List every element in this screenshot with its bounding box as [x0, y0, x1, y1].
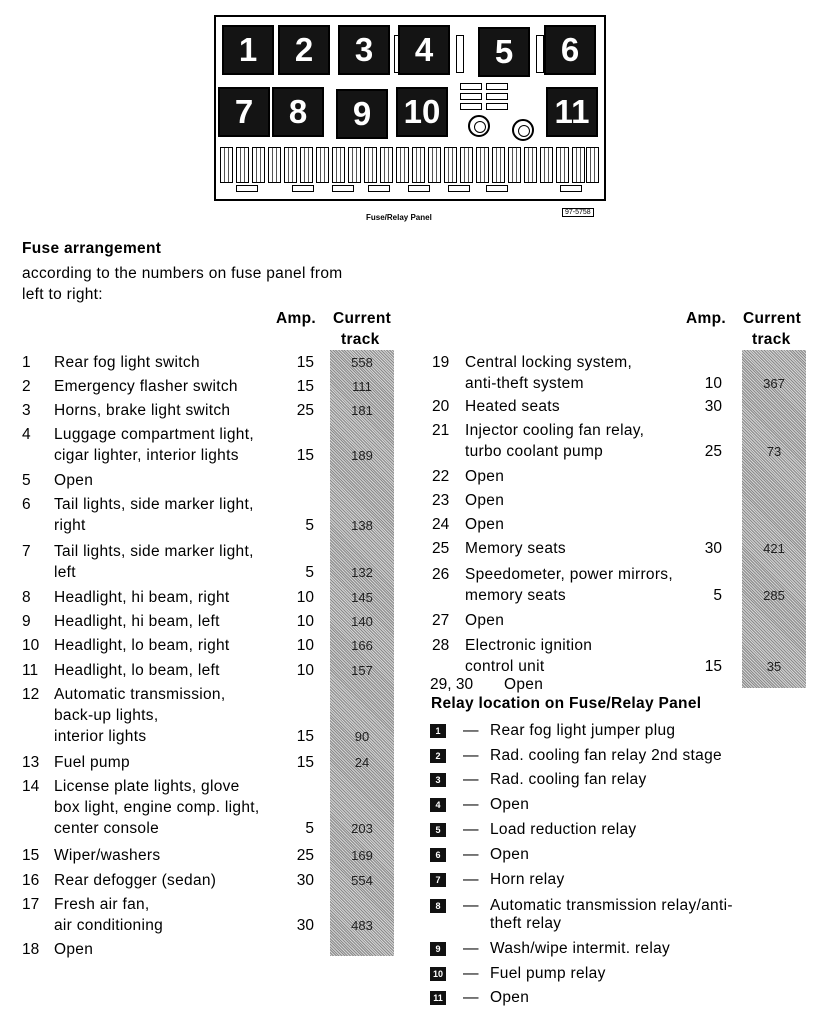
bolt-icon [468, 115, 490, 137]
fuse-description: Automatic transmission, [54, 686, 226, 703]
fuse-number: 24 [432, 516, 450, 533]
relay-9: 9 [336, 89, 388, 139]
fuse-current-track: 285 [763, 588, 785, 603]
fuse-description: Open [465, 516, 505, 533]
track-header-2: track [341, 331, 380, 348]
relay-2: 2 [278, 25, 330, 75]
track-column-shade-right [742, 350, 806, 688]
amp-header-right: Amp. [686, 310, 726, 327]
track-header-right: Current [743, 310, 802, 327]
fuse-description: Open [54, 941, 94, 958]
track-header-right-2: track [752, 331, 791, 348]
dash: — [463, 796, 479, 813]
fuse-relay-panel-diagram [214, 15, 606, 201]
fuse-description: memory seats [465, 587, 566, 604]
fuse-description: center console [54, 820, 160, 837]
fuse-current-track: 138 [351, 518, 373, 533]
fuse-current-track: 189 [351, 448, 373, 463]
fuse-amperage: 5 [305, 564, 314, 581]
fuse-number: 12 [22, 686, 40, 703]
fuse-description: left [54, 564, 76, 581]
fuse-number: 2 [22, 378, 31, 395]
fuse-number: 25 [432, 540, 450, 557]
fuse-description: Emergency flasher switch [54, 378, 238, 395]
fuse-description: Open [465, 492, 505, 509]
fuse-current-track: 169 [351, 848, 373, 863]
fuse-number: 28 [432, 637, 450, 654]
fuse-description: Rear fog light switch [54, 354, 200, 371]
fuse-current-track: 90 [354, 729, 370, 744]
amp-header: Amp. [276, 310, 316, 327]
bolt-icon [512, 119, 534, 141]
dash: — [463, 821, 479, 838]
fuse-amperage: 15 [296, 447, 314, 464]
dash: — [463, 722, 479, 739]
fuse-number: 20 [432, 398, 450, 415]
relay-description: Open [490, 989, 530, 1006]
fuse-description: air conditioning [54, 917, 164, 934]
fuse-amperage: 25 [296, 402, 314, 419]
fuse-current-track: 35 [766, 659, 782, 674]
fuse-amperage: 10 [704, 375, 722, 392]
fuse-number: 22 [432, 468, 450, 485]
fuse-number: 29, 30 [430, 676, 474, 693]
fuse-current-track: 203 [351, 821, 373, 836]
fuse-amperage: 30 [704, 398, 722, 415]
relay-description: Open [490, 846, 530, 863]
relay-number-badge: 3 [430, 773, 446, 787]
panel-caption: Fuse/Relay Panel [366, 213, 432, 222]
fuse-number: 8 [22, 589, 31, 606]
fuse-number: 19 [432, 354, 450, 371]
fuse-current-track: 483 [351, 918, 373, 933]
fuse-description: Tail lights, side marker light, [54, 496, 254, 513]
fuse-description: Luggage compartment light, [54, 426, 254, 443]
relay-number-badge: 1 [430, 724, 446, 738]
fuse-description: back-up lights, [54, 707, 159, 724]
relay-description: Fuel pump relay [490, 965, 606, 982]
relay-3: 3 [338, 25, 390, 75]
fuse-description: turbo coolant pump [465, 443, 604, 460]
fuse-number: 21 [432, 422, 450, 439]
fuse-current-track: 140 [351, 614, 373, 629]
fuse-amperage: 15 [296, 378, 314, 395]
fuse-current-track: 73 [766, 444, 782, 459]
fuse-description: right [54, 517, 86, 534]
dash: — [463, 965, 479, 982]
fuse-description: Fresh air fan, [54, 896, 150, 913]
fuse-number: 11 [22, 662, 39, 679]
relay-heading: Relay location on Fuse/Relay Panel [431, 695, 702, 712]
dash: — [463, 897, 479, 914]
fuse-current-track: 132 [351, 565, 373, 580]
fuse-amperage: 5 [305, 820, 314, 837]
intro-line-1: according to the numbers on fuse panel from [22, 265, 343, 282]
relay-description: Rad. cooling fan relay 2nd stage [490, 747, 722, 764]
relay-number-badge: 4 [430, 798, 446, 812]
fuse-number: 14 [22, 778, 40, 795]
fuse-amperage: 25 [296, 847, 314, 864]
intro-line-2: left to right: [22, 286, 103, 303]
relay-8: 8 [272, 87, 324, 137]
fuse-description: Headlight, lo beam, left [54, 662, 220, 679]
fuse-description: Rear defogger (sedan) [54, 872, 217, 889]
fuse-number: 17 [22, 896, 40, 913]
fuse-number: 13 [22, 754, 40, 771]
fuse-description: License plate lights, glove [54, 778, 240, 795]
fuse-description: anti-theft system [465, 375, 584, 392]
relay-number-badge: 7 [430, 873, 446, 887]
fuse-current-track: 181 [351, 403, 373, 418]
fuse-description: Headlight, hi beam, right [54, 589, 230, 606]
relay-number-badge: 8 [430, 899, 446, 913]
fuse-description: control unit [465, 658, 545, 675]
fuse-amperage: 15 [296, 728, 314, 745]
fuse-current-track: 367 [763, 376, 785, 391]
fuse-amperage: 25 [704, 443, 722, 460]
dash: — [463, 747, 479, 764]
fuse-amperage: 5 [305, 517, 314, 534]
fuse-number: 10 [22, 637, 40, 654]
relay-5: 5 [478, 27, 530, 77]
fuse-amperage: 10 [296, 589, 314, 606]
relay-number-badge: 9 [430, 942, 446, 956]
relay-description: Rear fog light jumper plug [490, 722, 676, 739]
relay-6: 6 [544, 25, 596, 75]
relay-description: Load reduction relay [490, 821, 637, 838]
relay-description: Wash/wipe intermit. relay [490, 940, 671, 957]
relay-11: 11 [546, 87, 598, 137]
dash: — [463, 940, 479, 957]
fuse-amperage: 30 [296, 917, 314, 934]
fuse-current-track: 554 [351, 873, 373, 888]
fuse-number: 6 [22, 496, 31, 513]
heading: Fuse arrangement [22, 240, 162, 257]
fuse-description: cigar lighter, interior lights [54, 447, 239, 464]
fuse-description: Central locking system, [465, 354, 633, 371]
fuse-amperage: 5 [713, 587, 722, 604]
fuse-number: 4 [22, 426, 31, 443]
relay-number-badge: 6 [430, 848, 446, 862]
fuse-description: Headlight, lo beam, right [54, 637, 230, 654]
fuse-number: 23 [432, 492, 450, 509]
fuse-description: Tail lights, side marker light, [54, 543, 254, 560]
relay-description: Rad. cooling fan relay [490, 771, 647, 788]
fuse-current-track: 111 [352, 379, 372, 394]
track-header: Current [333, 310, 392, 327]
dash: — [463, 989, 479, 1006]
relay-number-badge: 10 [430, 967, 446, 981]
fuse-number: 7 [22, 543, 31, 560]
fuse-description: Horns, brake light switch [54, 402, 231, 419]
fuse-description: Open [504, 676, 544, 693]
fuse-description: Memory seats [465, 540, 566, 557]
fuse-number: 1 [22, 354, 31, 371]
fuse-amperage: 30 [704, 540, 722, 557]
fuse-description: Open [54, 472, 94, 489]
dash: — [463, 846, 479, 863]
dash: — [463, 871, 479, 888]
relay-number-badge: 5 [430, 823, 446, 837]
fuse-number: 18 [22, 941, 40, 958]
relay-description: Open [490, 796, 530, 813]
fuse-description: Injector cooling fan relay, [465, 422, 645, 439]
fuse-description: Fuel pump [54, 754, 130, 771]
fuse-number: 27 [432, 612, 450, 629]
fuse-number: 15 [22, 847, 40, 864]
relay-number-badge: 2 [430, 749, 446, 763]
fuse-description: Wiper/washers [54, 847, 161, 864]
fuse-number: 5 [22, 472, 31, 489]
fuse-amperage: 15 [296, 754, 314, 771]
fuse-current-track: 157 [351, 663, 373, 678]
fuse-number: 16 [22, 872, 40, 889]
fuse-description: Open [465, 468, 505, 485]
fuse-current-track: 145 [351, 590, 373, 605]
relay-description: theft relay [490, 915, 562, 932]
fuse-number: 9 [22, 613, 31, 630]
relay-description: Horn relay [490, 871, 565, 888]
fuse-amperage: 10 [296, 613, 314, 630]
fuse-current-track: 421 [763, 541, 785, 556]
fuse-current-track: 24 [354, 755, 370, 770]
relay-7: 7 [218, 87, 270, 137]
fuse-description: Headlight, hi beam, left [54, 613, 220, 630]
fuse-current-track: 558 [351, 355, 373, 370]
figure-code: 97-5758 [562, 208, 594, 217]
fuse-description: Speedometer, power mirrors, [465, 566, 673, 583]
fuse-description: Heated seats [465, 398, 560, 415]
relay-1: 1 [222, 25, 274, 75]
fuse-number: 26 [432, 566, 450, 583]
dash: — [463, 771, 479, 788]
fuse-amperage: 15 [704, 658, 722, 675]
fuse-amperage: 15 [296, 354, 314, 371]
relay-4: 4 [398, 25, 450, 75]
fuse-amperage: 10 [296, 662, 314, 679]
relay-description: Automatic transmission relay/anti- [490, 897, 733, 914]
fuse-description: interior lights [54, 728, 147, 745]
relay-number-badge: 11 [430, 991, 446, 1005]
fuse-amperage: 30 [296, 872, 314, 889]
fuse-number: 3 [22, 402, 31, 419]
fuse-description: Electronic ignition [465, 637, 593, 654]
relay-10: 10 [396, 87, 448, 137]
fuse-current-track: 166 [351, 638, 373, 653]
fuse-description: box light, engine comp. light, [54, 799, 260, 816]
fuse-amperage: 10 [296, 637, 314, 654]
fuse-description: Open [465, 612, 505, 629]
